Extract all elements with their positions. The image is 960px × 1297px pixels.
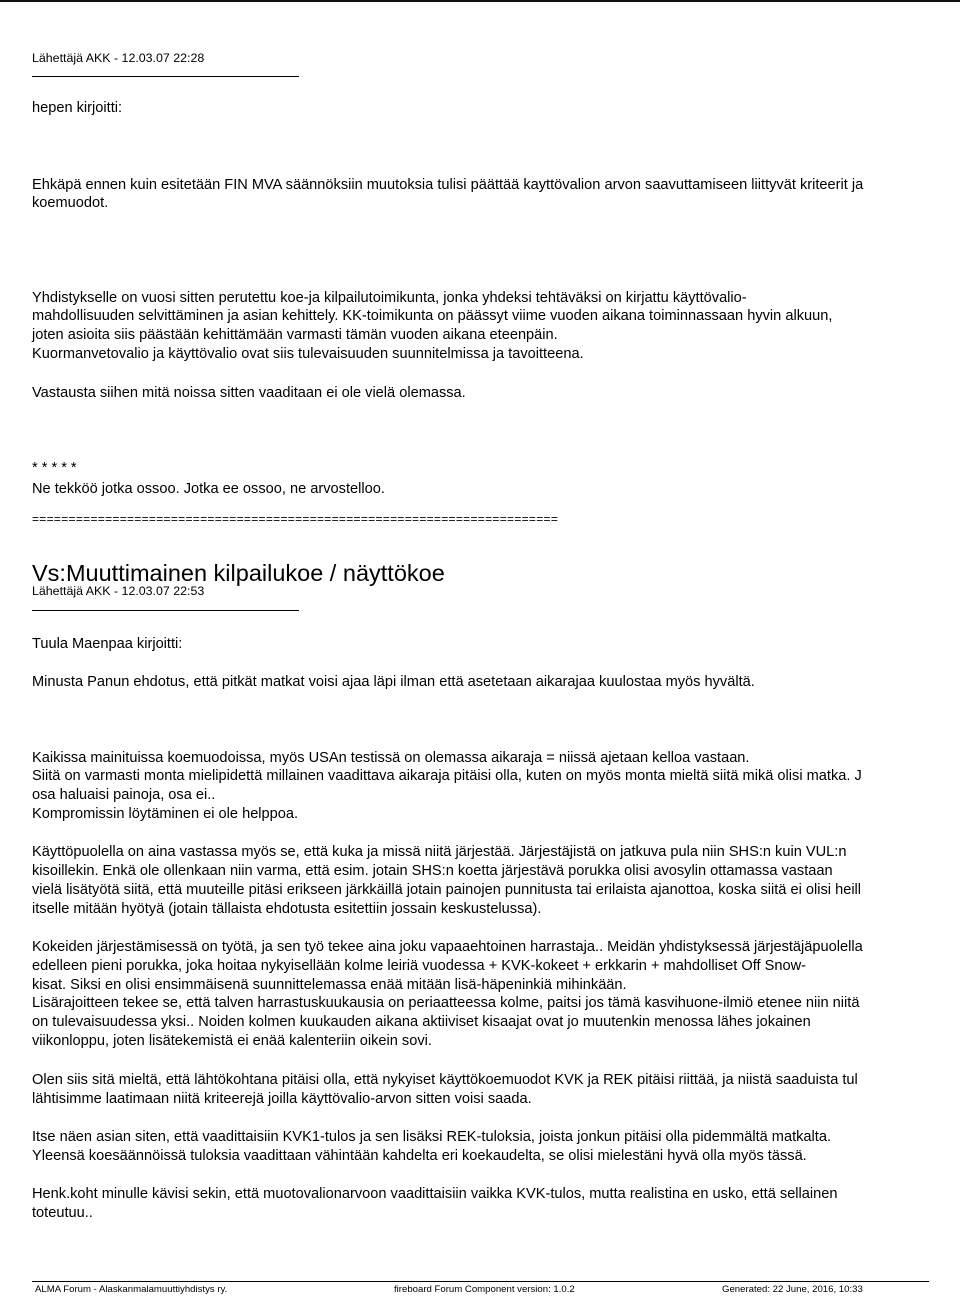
body-line: Kokeiden järjestämisessä on työtä, ja sen työ tekee aina joku vapaaehtoinen harrastaja.. Meidän yhdistyksessä järjestäjäpuolella	[32, 939, 863, 955]
quote-header: hepen kirjoitti:	[32, 100, 123, 116]
body-line: Siitä on varmasti monta mielipidettä millainen vaadittava aikaraja pitäisi olla, kuten on myös monta mieltä siitä mikä olisi matka. J	[32, 768, 862, 784]
quote-header: Tuula Maenpaa kirjoitti:	[32, 636, 183, 652]
quote-text-line: Minusta Panun ehdotus, että pitkät matkat voisi ajaa läpi ilman että asetetaan aikarajaa kuulostaa myös hyvältä.	[32, 674, 755, 690]
reply-text-line: Yhdistykselle on vuosi sitten perutettu koe-ja kilpailutoimikunta, jonka yhdeksi tehtäväksi on kirjattu käyttövalio-	[32, 290, 747, 306]
top-border	[0, 0, 960, 2]
post-title: Vs:Muuttimainen kilpailukoe / näyttökoe	[32, 560, 445, 586]
footer-divider	[32, 1281, 929, 1282]
body-line: on tulevaisuudessa yksi.. Noiden kolmen kuukauden aikana aktiiviset kisaajat ovat jo muutenkin menossa lähes jokainen	[32, 1014, 811, 1030]
body-line: Yleensä koesäännöissä tuloksia vaadittaan vähintään kahdelta eri koekaudelta, se olisi mielestäni hyvä olla myös tässä.	[32, 1148, 807, 1164]
sender-divider	[32, 610, 299, 611]
body-line: itselle mitään hyötyä (jotain tällaista ehdotusta esitettiin jossain keskustelussa).	[32, 901, 542, 917]
body-line: kisoillekin. Enkä ole ollenkaan niin varma, että esim. jotain SHS:n koetta järjestävä porukka olisi avosylin ottamassa vastaan	[32, 863, 833, 879]
body-line: Itse näen asian siten, että vaadittaisiin KVK1-tulos ja sen lisäksi REK-tuloksia, joista jonkun pitäisi olla pidemmältä matkalta.	[32, 1129, 832, 1145]
body-line: Kompromissin löytäminen ei ole helppoa.	[32, 806, 299, 822]
body-line: lähtisimme laatimaan niitä kriteerejä joilla käyttövalio-arvon sitten voisi saada.	[32, 1091, 532, 1107]
sender-line: Lähettäjä AKK - 12.03.07 22:53	[32, 584, 205, 598]
post-separator: ========================================================================	[32, 512, 559, 526]
body-line: Kaikissa mainituissa koemuodoissa, myös USAn testissä on olemassa aikaraja = niissä ajetaan kelloa vastaan.	[32, 750, 750, 766]
body-line: vielä lisätyötä siitä, että muuteille pitäsi erikseen järkkäillä jotain painojen punnitusta tai erilaista ajanottoa, koska siitä ei olisi heill	[32, 882, 862, 898]
body-line: edelleen pieni porukka, joka hoitaa nykyisellään kolme leiriä vuodessa + KVK-kokeet + erkkarin + mahdolliset Off Snow-	[32, 958, 807, 974]
reply-text-line: Kuormanvetovalio ja käyttövalio ovat siis tulevaisuuden suunnitelmissa ja tavoitteena.	[32, 346, 584, 362]
footer-component-version: fireboard Forum Component version: 1.0.2	[394, 1284, 575, 1295]
body-line: Käyttöpuolella on aina vastassa myös se, että kuka ja missä niitä järjestää. Järjestäjistä on jatkuva pula niin SHS:n kuin VUL:n	[32, 844, 847, 860]
footer-site-name: ALMA Forum - Alaskanmalamuuttiyhdistys ry.	[35, 1284, 228, 1295]
body-line: toteutuu..	[32, 1205, 93, 1221]
sender-divider	[32, 76, 299, 77]
body-line: Henk.koht minulle kävisi sekin, että muotovalionarvoon vaadittaisiin vaikka KVK-tulos, mutta realistina en usko, että sellainen	[32, 1186, 838, 1202]
reply-text-line: joten asioita siis päästään kehittämään varmasti tämän vuoden aikana eteenpäin.	[32, 327, 558, 343]
reply-text-line: Vastausta siihen mitä noissa sitten vaaditaan ei ole vielä olemassa.	[32, 385, 466, 401]
body-line: Lisärajoitteen tekee se, että talven harrastuskuukausia on periaatteessa kolme, paitsi jos tämä kasvihuone-ilmiö etenee niin niitä	[32, 995, 860, 1011]
body-line: kisat. Siksi en olisi ensimmäisenä suunnittelemassa enää mitään lisä-häpeninkiä mihinkään.	[32, 977, 627, 993]
signature-stars: * * * * *	[32, 460, 77, 476]
quote-text-line: koemuodot.	[32, 195, 109, 211]
reply-text-line: mahdollisuuden selvittäminen ja asian kehittely. KK-toimikunta on päässyt viime vuoden aikana toiminnassaan hyvin alkuun,	[32, 308, 833, 324]
quote-text-line: Ehkäpä ennen kuin esitetään FIN MVA säännöksiin muutoksia tulisi päättää kayttövalion arvon saavuttamiseen liittyvät kriteerit ja	[32, 177, 864, 193]
signature-text: Ne tekköö jotka ossoo. Jotka ee ossoo, ne arvostelloo.	[32, 481, 385, 497]
sender-line: Lähettäjä AKK - 12.03.07 22:28	[32, 51, 205, 65]
body-line: viikonloppu, joten lisätekemistä ei enää kalenteriin oikein sovi.	[32, 1033, 432, 1049]
body-line: Olen siis sitä mieltä, että lähtökohtana pitäisi olla, että nykyiset käyttökoemuodot KVK ja REK pitäisi riittää, ja niistä saaduista tul	[32, 1072, 858, 1088]
footer-generated-date: Generated: 22 June, 2016, 10:33	[722, 1284, 863, 1295]
body-line: osa haluaisi painoja, osa ei..	[32, 787, 216, 803]
